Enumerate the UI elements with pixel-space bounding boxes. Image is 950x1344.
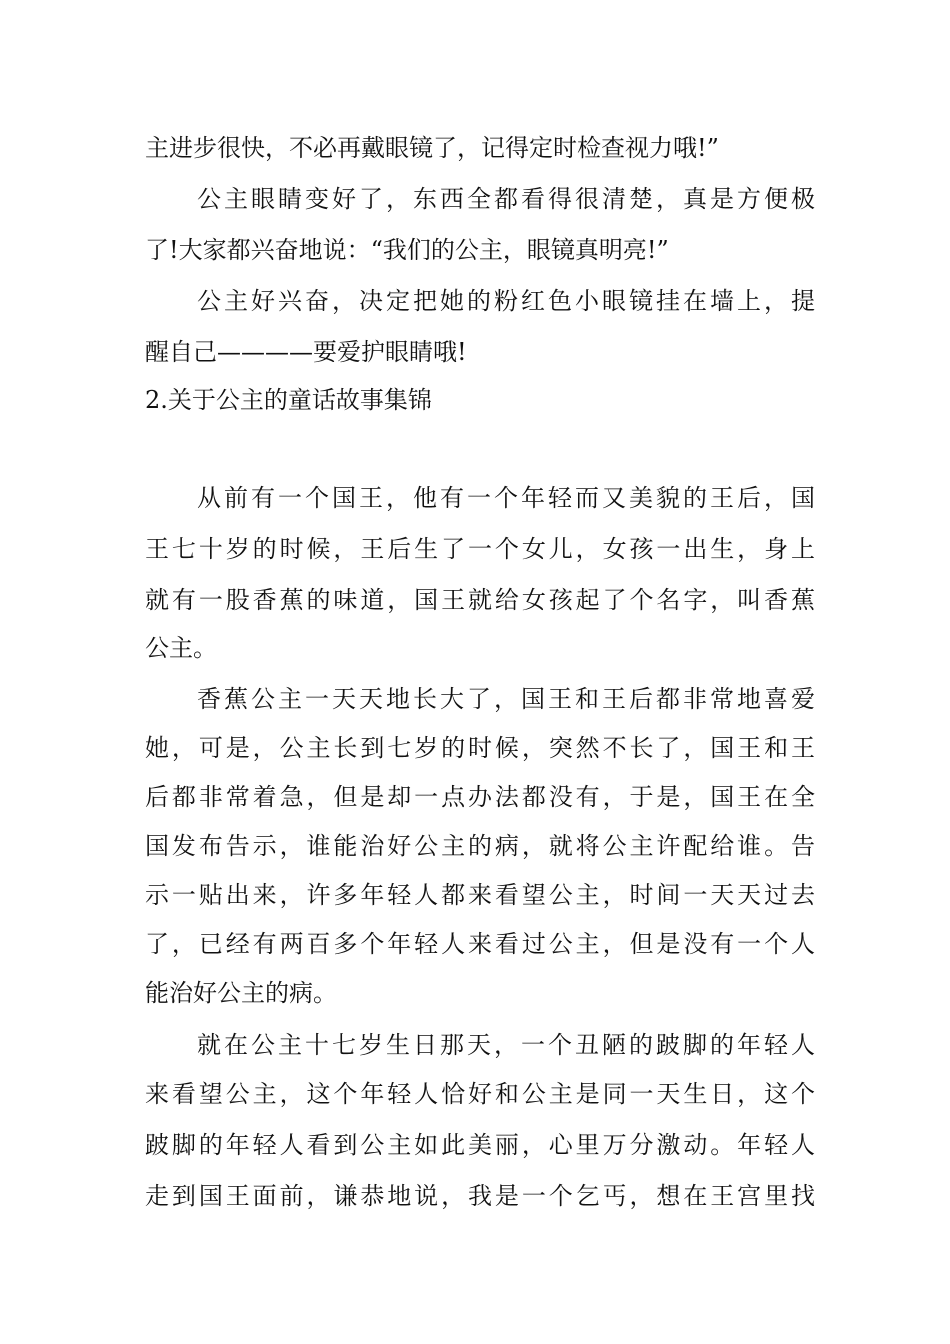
paragraph-first-line: 公主眼睛变好了，东西全都看得很清楚，真是方便极 (197, 185, 815, 213)
text-line: 醒自己————要爱护眼睛哦! (145, 338, 467, 366)
paragraph-first-line: 公主好兴奋，决定把她的粉红色小眼镜挂在墙上，提 (197, 287, 815, 315)
text-line: 主进步很快，不必再戴眼镜了，记得定时检查视力哦!” (145, 134, 719, 162)
text-line: 了，已经有两百多个年轻人来看过公主，但是没有一个人 (145, 930, 815, 958)
paragraph-first-line: 就在公主十七岁生日那天，一个丑陋的跛脚的年轻人 (197, 1031, 815, 1059)
text-line: 来看望公主，这个年轻人恰好和公主是同一天生日，这个 (145, 1080, 815, 1108)
text-line: 她，可是，公主长到七岁的时候，突然不长了，国王和王 (145, 734, 815, 762)
text-line: 跛脚的年轻人看到公主如此美丽，心里万分激动。年轻人 (145, 1131, 815, 1159)
paragraph-first-line: 从前有一个国王，他有一个年轻而又美貌的王后，国 (197, 484, 815, 512)
text-line: 能治好公主的病。 (145, 979, 337, 1007)
text-line: 走到国王面前，谦恭地说，我是一个乞丐，想在王宫里找 (145, 1182, 815, 1210)
paragraph-first-line: 香蕉公主一天天地长大了，国王和王后都非常地喜爱 (197, 685, 815, 713)
text-line: 后都非常着急，但是却一点办法都没有，于是，国王在全 (145, 783, 815, 811)
text-line: 了!大家都兴奋地说：“我们的公主，眼镜真明亮!” (145, 236, 669, 264)
section-heading: 2.关于公主的童话故事集锦 (145, 386, 432, 414)
text-line: 示一贴出来，许多年轻人都来看望公主，时间一天天过去 (145, 881, 815, 909)
text-line: 公主。 (145, 634, 217, 662)
text-line: 国发布告示，谁能治好公主的病，就将公主许配给谁。告 (145, 832, 815, 860)
text-line: 王七十岁的时候，王后生了一个女儿，女孩一出生，身上 (145, 535, 815, 563)
text-line: 就有一股香蕉的味道，国王就给女孩起了个名字，叫香蕉 (145, 586, 815, 614)
